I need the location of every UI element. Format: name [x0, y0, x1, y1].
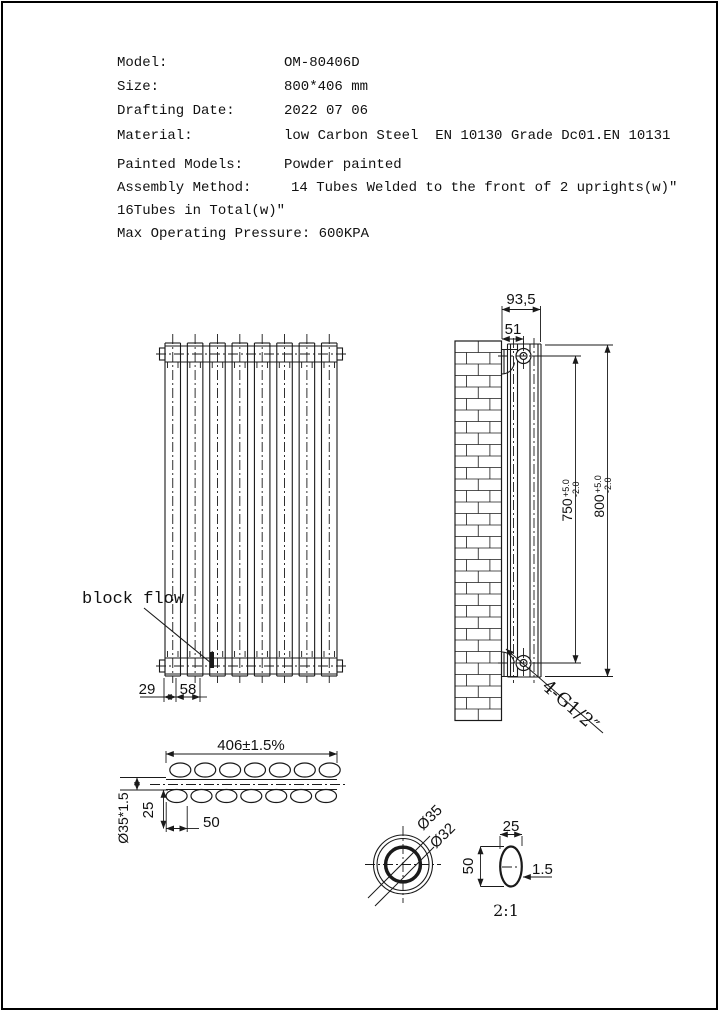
detail-d35-label: Ø35: [413, 801, 446, 834]
dim-25-topview: 25: [140, 801, 157, 819]
top-view-oval: [245, 763, 266, 777]
spec-label: 16Tubes in Total(w)″: [117, 203, 286, 219]
top-view-oval: [241, 790, 262, 803]
dim-29: 29: [138, 681, 156, 698]
dim-800-group: [591, 475, 613, 517]
top-view-oval: [319, 763, 340, 777]
detail-d32-leader: [375, 847, 434, 906]
detail-oval: [500, 847, 522, 887]
top-view-oval: [170, 763, 191, 777]
dim-800-plus: +5.0: [593, 475, 603, 493]
top-view-oval: [266, 790, 287, 803]
spec-value: 2022 07 06: [284, 103, 369, 119]
wall-bracket-bottom: [502, 652, 518, 677]
spec-label: Material:: [117, 128, 193, 144]
dim-750-plus: +5.0: [561, 479, 571, 497]
top-view-oval: [291, 790, 312, 803]
spec-label: Model:: [117, 55, 168, 71]
dim-750: 750: [559, 498, 575, 522]
top-view-oval: [316, 790, 337, 803]
detail-oval-25: 25: [502, 818, 520, 835]
spec-label: Painted Models:: [117, 157, 244, 173]
top-view-oval: [166, 790, 187, 803]
spec-value: Powder painted: [284, 157, 402, 173]
dim-750-group: [559, 479, 581, 521]
block-flow-label: block flow: [82, 590, 185, 609]
detail-d32-label: Ø32: [426, 819, 459, 852]
block-flow-mark: [210, 652, 214, 668]
dim-50-topview: 50: [203, 814, 220, 831]
dim-800: 800: [591, 494, 607, 518]
block-flow-leader: [144, 608, 211, 663]
connection-size-label: 4-G1/2″: [537, 675, 603, 737]
detail-oval-50: 50: [460, 857, 477, 875]
dim-93-5: 93,5: [506, 291, 536, 308]
top-view-oval: [269, 763, 290, 777]
dim-750-minus: -2.0: [571, 481, 581, 497]
spec-label: Drafting Date:: [117, 103, 235, 119]
top-view-oval: [216, 790, 237, 803]
spec-label: Size:: [117, 79, 160, 95]
dim-d35-tube: Ø35*1.5: [115, 792, 131, 844]
top-view-oval: [191, 790, 212, 803]
dim-51: 51: [504, 321, 522, 338]
detail-oval-wall: 1.5: [532, 861, 553, 878]
spec-label: Max Operating Pressure: 600KPA: [117, 226, 370, 242]
top-view-oval: [294, 763, 315, 777]
top-view-oval: [195, 763, 216, 777]
spec-value: low Carbon Steel EN 10130 Grade Dc01.EN 10131: [284, 128, 671, 144]
dim-58: 58: [179, 681, 197, 698]
dim-800-minus: -2.0: [603, 477, 613, 493]
generated-linework: [120, 306, 613, 906]
spec-label: Assembly Method:: [117, 180, 252, 196]
spec-value: OM-80406D: [284, 55, 360, 71]
spec-value: 14 Tubes Welded to the front of 2 uprights(w)″: [291, 180, 678, 196]
spec-value: 800*406 mm: [284, 79, 369, 95]
detail-scale-label: 2:1: [493, 901, 519, 920]
wall-bracket-top: [502, 350, 518, 375]
top-view-oval: [220, 763, 241, 777]
dim-406: 406±1.5%: [217, 737, 285, 754]
